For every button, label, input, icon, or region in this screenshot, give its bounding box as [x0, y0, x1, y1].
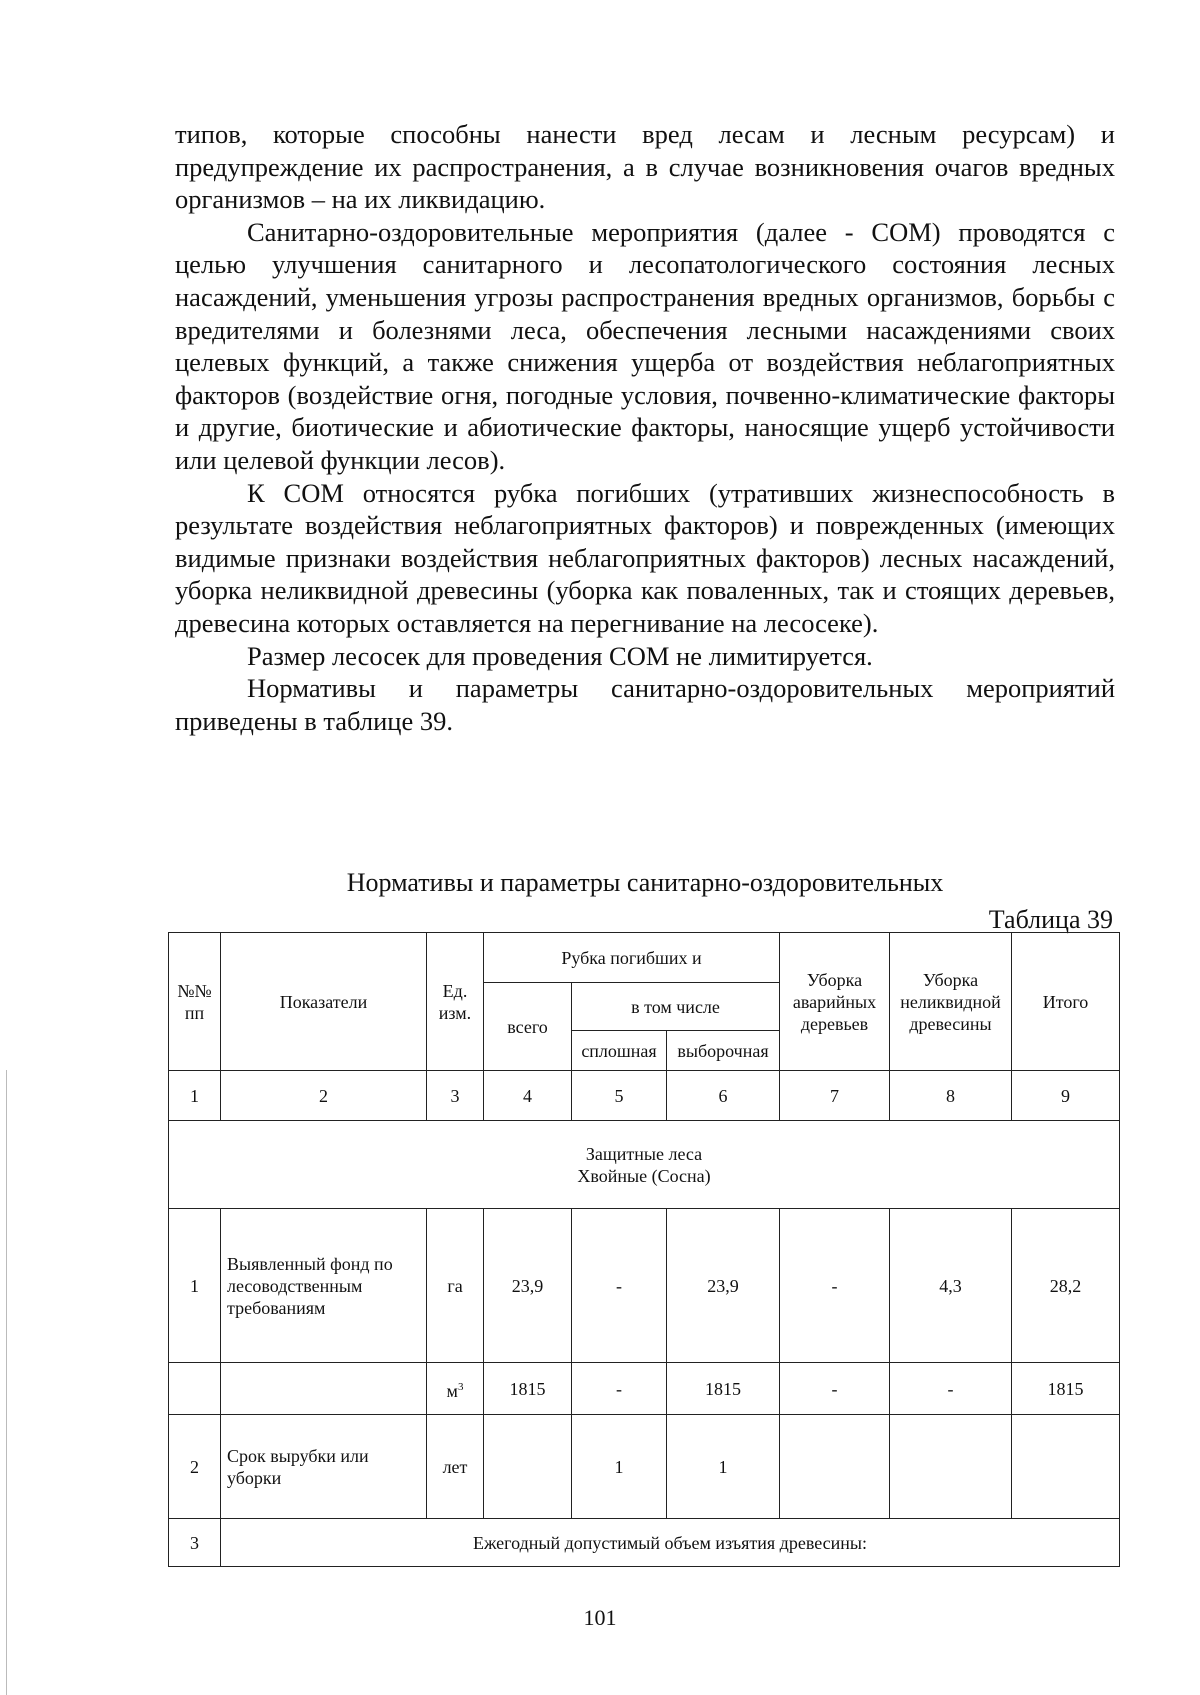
header-total-felling: всего [484, 983, 572, 1071]
row3-num: 3 [169, 1519, 221, 1567]
col-number: 1 [169, 1071, 221, 1121]
row1-clear: - [572, 1209, 667, 1363]
col-number: 9 [1012, 1071, 1120, 1121]
row1b-emergency: - [780, 1363, 890, 1415]
row1b-num [169, 1363, 221, 1415]
scan-edge-line [6, 1070, 7, 1695]
row1-sum: 28,2 [1012, 1209, 1120, 1363]
paragraph-5: Нормативы и параметры санитарно-оздоровительных мероприятий приведены в таблице 39. [175, 673, 1115, 736]
header-selective: выборочная [667, 1031, 780, 1071]
row1-illiquid: 4,3 [890, 1209, 1012, 1363]
header-emergency: Уборка аварийных деревьев [780, 933, 890, 1071]
paragraph-2: Санитарно-оздоровительные мероприятия (далее - СОМ) проводятся с целью улучшения санитарного и лесопатологического состояния лесных насаждений, уменьшения угрозы распространения вредных организмов, борьбы с вредителями и болезнями леса, обеспечения лесными насаждениями своих целевых функций, а также снижения ущерба от воздействия неблагоприятных факторов (воздействие огня, погодные условия, почвенно-климатические факторы и другие, биотические и абиотические факторы, наносящие ущерб устойчивости или целевой функции лесов). [175, 216, 1115, 475]
row3-text: Ежегодный допустимый объем изъятия древесины: [221, 1519, 1120, 1567]
table-number: Таблица 39 [988, 905, 1113, 934]
row1-total: 23,9 [484, 1209, 572, 1363]
section-heading [169, 1121, 1120, 1209]
section-row [169, 1121, 1120, 1209]
row1b-clear: - [572, 1363, 667, 1415]
col-number: 6 [667, 1071, 780, 1121]
row1b-unit [427, 1363, 484, 1415]
row1b-indicator [221, 1363, 427, 1415]
header-clear: сплошная [572, 1031, 667, 1071]
row1b-sum: 1815 [1012, 1363, 1120, 1415]
row2-total [484, 1415, 572, 1519]
header-row-1 [169, 933, 1120, 983]
header-including: в том числе [572, 983, 780, 1031]
row2-emergency [780, 1415, 890, 1519]
section-line-2: Хвойные (Сосна) [577, 1165, 711, 1186]
row2-illiquid [890, 1415, 1012, 1519]
header-indicator: Показатели [221, 933, 427, 1071]
header-felling-group: Рубка погибших и [484, 933, 780, 983]
col-number: 5 [572, 1071, 667, 1121]
paragraph-1: типов, которые способны нанести вред лесам и лесным ресурсам) и предупреждение их распространения, а в случае возникновения очагов вредных организмов – на их ликвидацию. [175, 119, 1115, 215]
row1b-unit-base: м [446, 1380, 458, 1401]
header-sum: Итого [1012, 933, 1120, 1071]
col-number: 2 [221, 1071, 427, 1121]
row1b-illiquid: - [890, 1363, 1012, 1415]
paragraph-3: К СОМ относятся рубка погибших (утративших жизнеспособность в результате воздействия неблагоприятных факторов) и поврежденных (имеющих видимые признаки воздействия неблагоприятных факторов) лесных насаждений, уборка неликвидной древесины (уборка как поваленных, так и стоящих деревьев, древесина которых оставляется на перегнивание на лесосеке). [175, 477, 1115, 638]
body-text [175, 118, 1115, 737]
col-number: 3 [427, 1071, 484, 1121]
section-line-1: Защитные леса [585, 1143, 703, 1164]
row1-emergency: - [780, 1209, 890, 1363]
row2-indicator: Срок вырубки или уборки [221, 1415, 427, 1519]
table-row [169, 1363, 1120, 1415]
row2-sum [1012, 1415, 1120, 1519]
row2-num: 2 [169, 1415, 221, 1519]
table-caption: Нормативы и параметры санитарно-оздоровительных [346, 868, 944, 897]
header-illiquid: Уборка неликвидной древесины [890, 933, 1012, 1071]
norms-table [168, 932, 1120, 1567]
col-number: 7 [780, 1071, 890, 1121]
header-unit: Ед. изм. [427, 933, 484, 1071]
column-numbers-row [169, 1071, 1120, 1121]
row1-unit: га [427, 1209, 484, 1363]
header-num: №№ пп [169, 933, 221, 1071]
row2-clear: 1 [572, 1415, 667, 1519]
row1-indicator: Выявленный фонд по лесоводственным требованиям [221, 1209, 427, 1363]
row1b-selective: 1815 [667, 1363, 780, 1415]
table-row [169, 1209, 1120, 1363]
row1b-total: 1815 [484, 1363, 572, 1415]
row1-num: 1 [169, 1209, 221, 1363]
table-row [169, 1415, 1120, 1519]
col-number: 4 [484, 1071, 572, 1121]
row1-selective: 23,9 [667, 1209, 780, 1363]
row2-selective: 1 [667, 1415, 780, 1519]
page-number: 101 [583, 1605, 617, 1630]
paragraph-4: Размер лесосек для проведения СОМ не лимитируется. [247, 640, 873, 671]
row2-unit: лет [427, 1415, 484, 1519]
col-number: 8 [890, 1071, 1012, 1121]
table-row [169, 1519, 1120, 1567]
row1b-unit-sup: 3 [457, 1380, 464, 1393]
